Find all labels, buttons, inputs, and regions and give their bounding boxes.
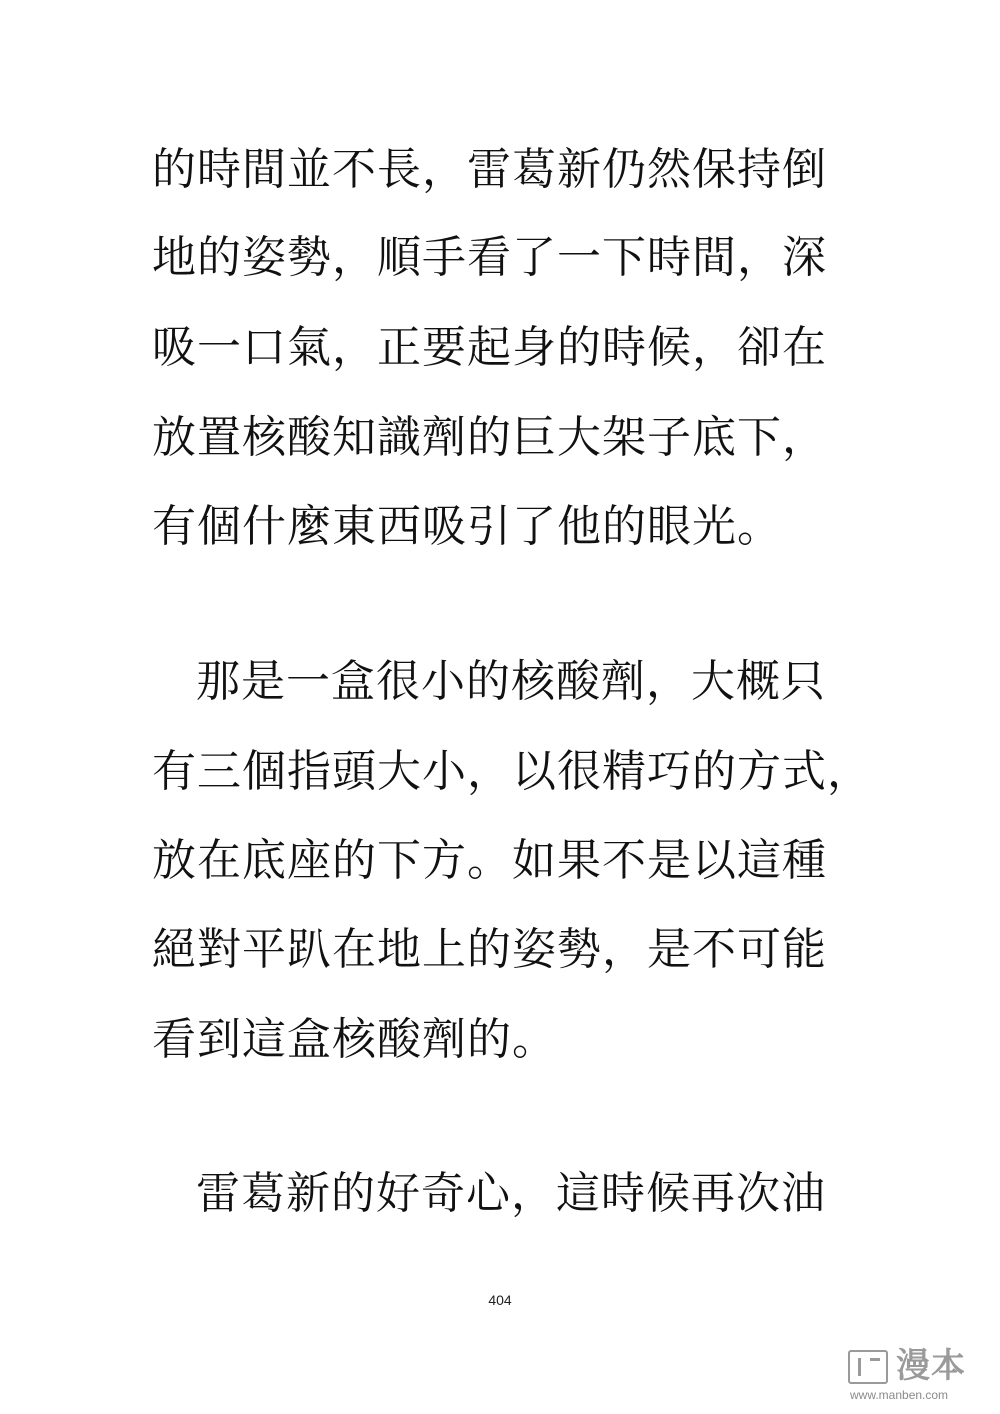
- watermark-title: 漫本: [896, 1346, 966, 1386]
- watermark-url: www.manben.com: [850, 1388, 949, 1402]
- text-line: 有個什麼東西吸引了他的眼光。: [152, 501, 782, 552]
- text-line: 放在底座的下方。如果不是以這種: [152, 835, 827, 886]
- text-line: 放置核酸知識劑的巨大架子底下，: [152, 412, 827, 463]
- text-line: 雷葛新的好奇心，這時候再次油: [196, 1168, 826, 1219]
- text-line: 吸一口氣，正要起身的時候，卻在: [152, 322, 827, 373]
- text-line: 看到這盒核酸劑的。: [152, 1014, 557, 1065]
- text-line: 絕對平趴在地上的姿勢，是不可能: [152, 924, 827, 975]
- text-line: 那是一盒很小的核酸劑，大概只: [196, 656, 826, 707]
- manben-logo-icon: [848, 1350, 888, 1384]
- text-line: 有三個指頭大小，以很精巧的方式，: [152, 746, 872, 797]
- watermark: [848, 1346, 988, 1406]
- text-line: 地的姿勢，順手看了一下時間，深: [152, 232, 827, 283]
- page-number: 404: [488, 1292, 512, 1308]
- text-line: 的時間並不長，雷葛新仍然保持倒: [152, 144, 827, 195]
